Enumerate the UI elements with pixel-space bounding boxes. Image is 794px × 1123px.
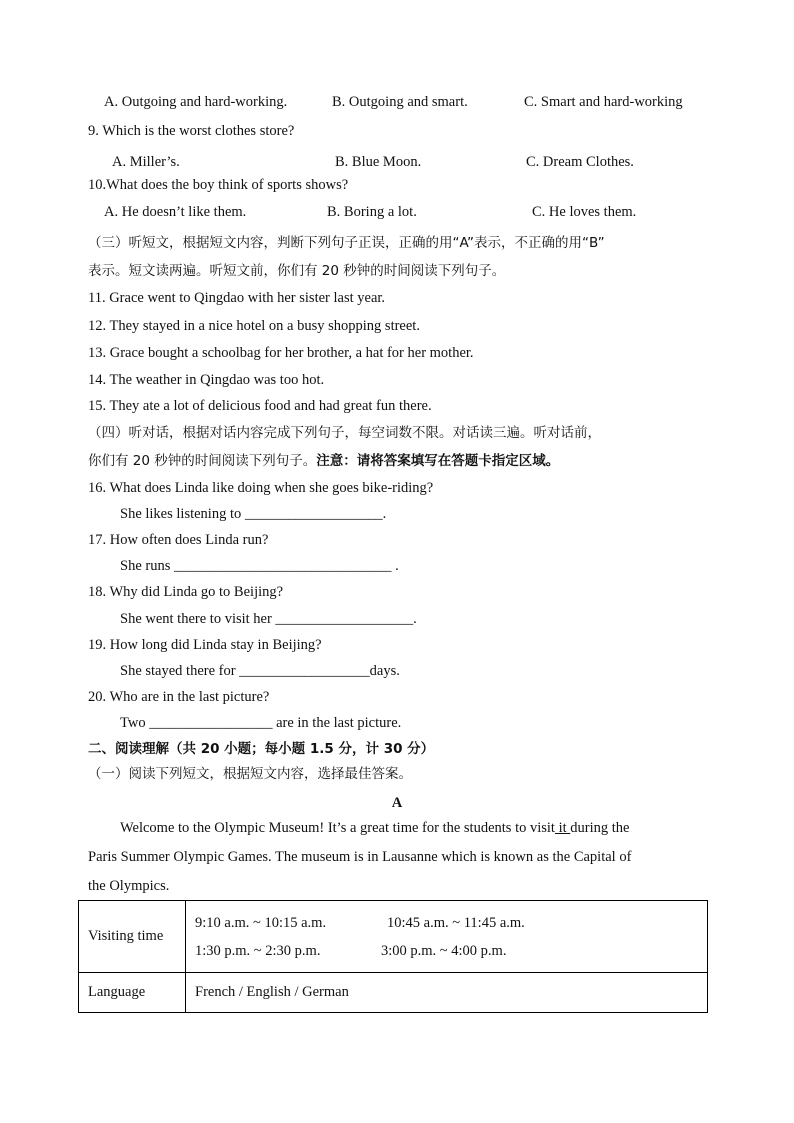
q9-option-b: B. Blue Moon. bbox=[335, 154, 422, 170]
q17-answer-line[interactable]: She runs ______________________________ . bbox=[120, 558, 399, 574]
section4-instruction-note: 注意：请将答案填写在答题卡指定区域。 bbox=[316, 453, 560, 469]
q9-option-a: A. Miller’s. bbox=[112, 154, 180, 170]
q10-question: 10.What does the boy think of sports shows? bbox=[88, 177, 349, 193]
statement-12: 12. They stayed in a nice hotel on a busy shopping street. bbox=[88, 318, 420, 334]
q10-option-a: A. He doesn’t like them. bbox=[104, 204, 247, 220]
statement-11: 11. Grace went to Qingdao with her sister last year. bbox=[88, 290, 386, 306]
q18-answer-line[interactable]: She went there to visit her ___________________. bbox=[120, 611, 417, 627]
time-slot-2: 10:45 a.m. ~ 11:45 a.m. bbox=[387, 914, 525, 931]
visiting-times-cell bbox=[186, 901, 708, 973]
table-row-language bbox=[79, 973, 708, 1013]
statement-14: 14. The weather in Qingdao was too hot. bbox=[88, 372, 325, 388]
passage-line-1-end: during the bbox=[570, 820, 630, 836]
q16-question: 16. What does Linda like doing when she goes bike-riding? bbox=[88, 480, 434, 496]
section4-instruction-line2 bbox=[88, 452, 559, 470]
q10-option-b: B. Boring a lot. bbox=[327, 204, 417, 220]
q20-answer-line[interactable]: Two _________________ are in the last picture. bbox=[120, 715, 402, 731]
section4-instruction-line1: （四）听对话，根据对话内容完成下列句子，每空词数不限。对话读三遍。听对话前， bbox=[88, 425, 601, 441]
statement-15: 15. They ate a lot of delicious food and had great fun there. bbox=[88, 398, 432, 414]
time-slot-3: 1:30 p.m. ~ 2:30 p.m. bbox=[195, 942, 321, 959]
passage-line-2: Paris Summer Olympic Games. The museum is in Lausanne which is known as the Capital of bbox=[88, 849, 632, 865]
q17-question: 17. How often does Linda run? bbox=[88, 532, 269, 548]
q8-option-b: B. Outgoing and smart. bbox=[332, 94, 468, 110]
passage-label: A bbox=[391, 795, 403, 811]
visiting-time-label: Visiting time bbox=[79, 901, 186, 973]
q19-answer-line[interactable]: She stayed there for __________________days. bbox=[120, 663, 400, 679]
time-slot-1: 9:10 a.m. ~ 10:15 a.m. bbox=[195, 914, 327, 931]
passage-line-1-start: Welcome to the Olympic Museum! It’s a great time for the students to visit bbox=[120, 820, 555, 836]
q9-option-c: C. Dream Clothes. bbox=[526, 154, 634, 170]
table-row-visiting-time bbox=[79, 901, 708, 973]
museum-info-table bbox=[78, 900, 708, 1013]
q8-option-c: C. Smart and hard-working bbox=[524, 94, 683, 110]
q16-answer-line[interactable]: She likes listening to ___________________. bbox=[120, 506, 387, 522]
passage-line-3: the Olympics. bbox=[88, 878, 170, 894]
q9-question: 9. Which is the worst clothes store? bbox=[88, 123, 295, 139]
statement-13: 13. Grace bought a schoolbag for her brother, a hat for her mother. bbox=[88, 345, 474, 361]
passage-underlined-it: it bbox=[554, 820, 571, 836]
q18-question: 18. Why did Linda go to Beijing? bbox=[88, 584, 284, 600]
time-slot-4: 3:00 p.m. ~ 4:00 p.m. bbox=[381, 942, 507, 959]
language-label: Language bbox=[79, 973, 186, 1013]
times-row-2 bbox=[195, 937, 698, 965]
section4-instruction-text: 你们有 20 秒钟的时间阅读下列句子。 bbox=[88, 453, 317, 469]
languages-cell: French / English / German bbox=[186, 973, 708, 1013]
passage-line-1 bbox=[120, 819, 629, 837]
q20-question: 20. Who are in the last picture? bbox=[88, 689, 270, 705]
q8-option-a: A. Outgoing and hard-working. bbox=[104, 94, 288, 110]
section3-instruction-line2: 表示。短文读两遍。听短文前，你们有 20 秒钟的时间阅读下列句子。 bbox=[88, 263, 506, 279]
part2-heading: 二、阅读理解（共 20 小题；每小题 1.5 分，计 30 分） bbox=[88, 741, 435, 757]
section3-instruction-line1: （三）听短文，根据短文内容，判断下列句子正误，正确的用“A”表示，不正确的用“B” bbox=[88, 235, 605, 251]
q10-option-c: C. He loves them. bbox=[532, 204, 637, 220]
q19-question: 19. How long did Linda stay in Beijing? bbox=[88, 637, 322, 653]
times-row-1 bbox=[195, 909, 698, 937]
part2-subheading: （一）阅读下列短文，根据短文内容，选择最佳答案。 bbox=[88, 766, 412, 782]
